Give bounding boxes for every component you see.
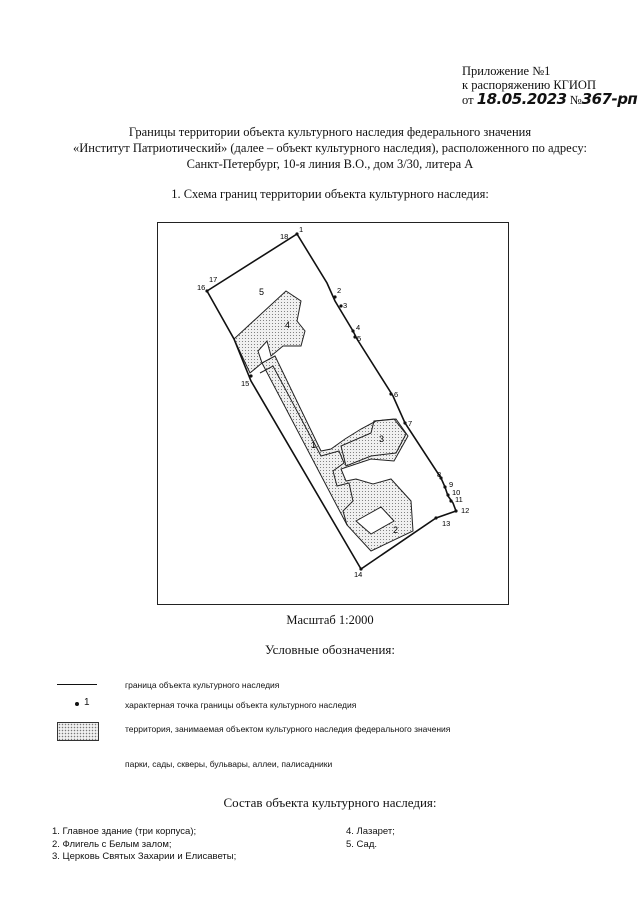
point-7 <box>403 421 406 424</box>
point-label-3: 3 <box>343 301 348 310</box>
point-16 <box>205 289 208 292</box>
composition-item-4: 4. Лазарет; <box>346 826 395 837</box>
date-prefix: от <box>462 93 474 107</box>
building-label-3: 3 <box>379 434 385 444</box>
heritage-boundary <box>207 234 456 569</box>
section-1-heading: 1. Схема границ территории объекта культурного наследия: <box>171 187 489 201</box>
legend-boundary-line <box>57 684 97 685</box>
composition-list-right <box>346 826 395 851</box>
legend-territory-swatch <box>57 722 99 741</box>
building-label-2: 2 <box>393 525 399 535</box>
point-label-17: 17 <box>209 275 218 284</box>
point-15 <box>249 374 252 377</box>
point-label-13: 13 <box>442 519 451 528</box>
point-label-11: 11 <box>455 495 463 504</box>
appendix-line1: Приложение №1 <box>462 64 551 78</box>
composition-item-1: 1. Главное здание (три корпуса); <box>52 826 197 837</box>
point-10 <box>446 493 449 496</box>
composition-item-5: 5. Сад. <box>346 838 377 850</box>
number-prefix: № <box>569 93 582 107</box>
point-label-6: 6 <box>394 390 399 399</box>
appendix-header <box>462 64 637 107</box>
map-scale: Масштаб 1:2000 <box>286 613 374 627</box>
point-12 <box>454 509 457 512</box>
legend-item-boundary: граница объекта культурного наследия <box>125 680 280 690</box>
point-label-12: 12 <box>461 506 470 515</box>
point-11 <box>449 499 452 502</box>
legend-item-parks: парки, сады, скверы, бульвары, аллеи, палисадники <box>125 759 333 769</box>
legend-item-territory: территория, занимаемая объектом культурного наследия федерального значения <box>125 724 451 734</box>
title-line1: Границы территории объекта культурного наследия федерального значения <box>128 125 532 139</box>
building-label-1: 1 <box>311 440 317 450</box>
appendix-line2: к распоряжению КГИОП <box>462 78 596 92</box>
point-label-15: 15 <box>241 379 250 388</box>
point-label-8: 8 <box>437 470 442 479</box>
legend-point-symbol: 1 <box>84 697 90 708</box>
point-label-5: 5 <box>357 334 362 343</box>
appendix-date-line <box>462 92 637 107</box>
characteristic-points <box>197 225 469 579</box>
point-label-1: 1 <box>299 225 304 234</box>
point-label-14: 14 <box>354 570 363 579</box>
point-6 <box>389 392 392 395</box>
legend-title: Условные обозначения: <box>264 642 396 657</box>
point-label-4: 4 <box>356 323 361 332</box>
building-label-5: 5 <box>259 287 265 297</box>
point-13 <box>434 516 437 519</box>
composition-title: Состав объекта культурного наследия: <box>223 795 437 810</box>
point-label-7: 7 <box>408 419 413 428</box>
building-label-4: 4 <box>285 320 291 330</box>
composition-list-left <box>52 826 236 864</box>
boundary-map <box>157 222 509 605</box>
point-label-16: 16 <box>197 283 206 292</box>
appendix-date: 18.05.2023 <box>476 90 567 108</box>
point-4 <box>351 329 354 332</box>
point-9 <box>443 485 446 488</box>
legend-point-dot <box>75 702 79 706</box>
legend-item-point: характерная точка границы объекта культурного наследия <box>125 700 357 710</box>
point-label-9: 9 <box>449 480 454 489</box>
point-label-2: 2 <box>337 286 342 295</box>
composition-item-2: 2. Флигель с Белым залом; <box>52 838 172 850</box>
point-label-18: 18 <box>280 232 289 241</box>
title-line2: «Институт Патриотический» (далее – объект культурного наследия), расположенного по адресу: <box>73 141 587 155</box>
composition-item-3: 3. Церковь Святых Захарии и Елисаветы; <box>52 851 237 862</box>
appendix-number: 367-рп <box>581 90 638 108</box>
title-line3: Санкт-Петербург, 10-я линия В.О., дом 3/30, литера А <box>186 157 474 171</box>
point-label-10: 10 <box>452 488 461 497</box>
point-2 <box>333 295 336 298</box>
document-title <box>40 124 620 172</box>
